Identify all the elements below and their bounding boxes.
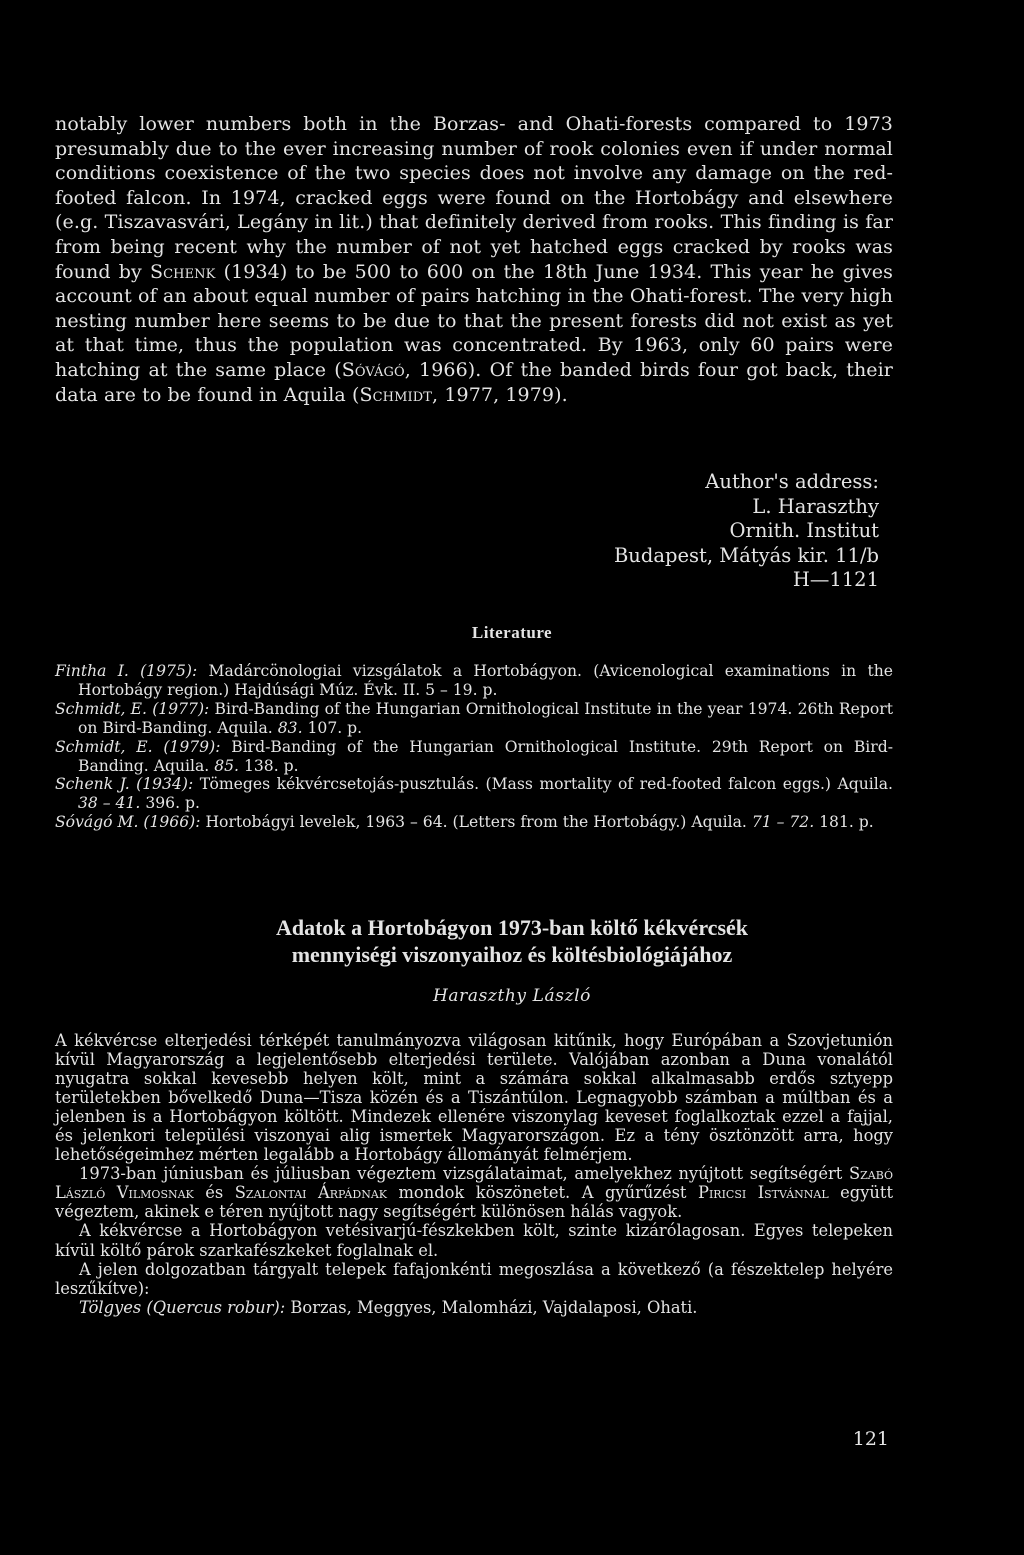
reference-item: Schmidt, E. (1979): Bird-Banding of the Hungarian Ornithological Institute. 29th Report on Bird-Banding. Aquila. 85. 138. p. <box>55 737 893 775</box>
reference-item: Fintha I. (1975): Madárcönologiai vizsgálatok a Hortobágyon. (Avicenological examinations in the Hortobágy region.) Hajdúsági Múz. Évk. II. 5 – 19. p. <box>55 662 894 699</box>
body-paragraph: 1973-ban júniusban és júliusban végeztem vizsgálataimat, amelyekhez nyújtott segítségért Szabó László Vilmosnak és Szalontai Árpádnak mondok köszönetet. A gyűrűzést Piricsi Istvánnal együtt végeztem, akinek e téren nyújtott nagy segítségért különösen hálás vagyok. <box>55 1164 893 1222</box>
hungarian-article-body <box>55 1031 893 1317</box>
literature-heading: Literature <box>471 623 553 642</box>
english-continuation-paragraph <box>55 112 893 407</box>
reference-item: Schmidt, E. (1977): Bird-Banding of the Hungarian Ornithological Institute in the year 1974. 26th Report on Bird-Banding. Aquila. 83. 107. p. <box>55 699 893 737</box>
address-line: Ornith. Institut <box>729 519 879 542</box>
address-line: H—1121 <box>792 568 879 591</box>
page-number: 121 <box>852 1428 889 1450</box>
hungarian-article-author: Haraszthy László <box>432 986 592 1006</box>
intro-paragraph: notably lower numbers both in the Borzas- and Ohati-forests compared to 1973 presumably due to the ever increasing number of rook colonies even if under normal conditions coexistence of the two species does not involve any damage on the red-footed falcon. In 1974, cracked eggs were found on the Hortobágy and elsewhere (e.g. Tiszavasvári, Legány in lit.) that definitely derived from rooks. This finding is far from being recent why the number of not yet hatched eggs cracked by rooks was found by Schenk (1934) to be 500 to 600 on the 18th June 1934. This year he gives account of an about equal number of pairs hatching in the Ohati-forest. The very high nesting number here seems to be due to that the present forests did not exist as yet at that time, thus the population was concentrated. By 1963, only 60 pairs were hatching at the same place (Sóvágó, 1966). Of the banded birds four got back, their data are to be found in Aquila (Schmidt, 1977, 1979). <box>55 113 893 406</box>
author-name-schenk: Schenk <box>149 260 216 283</box>
address-label: Author's address: <box>705 470 879 493</box>
body-paragraph: A jelen dolgozatban tárgyalt telepek fafajonkénti megoszlása a következő (a fészektelep helyére leszűkítve): <box>55 1259 893 1298</box>
hungarian-article-title: Adatok a Hortobágyon 1973-ban költő kékvércsék mennyiségi viszonyaihoz és költésbiológiájához <box>275 915 749 967</box>
reference-list <box>55 662 893 832</box>
author-name-sovago: Sóvágó <box>341 358 405 381</box>
address-line: Budapest, Mátyás kir. 11/b <box>613 543 879 567</box>
author-address <box>614 470 879 593</box>
author-name-schmidt: Schmidt <box>359 383 433 406</box>
body-paragraph: Tölgyes (Quercus robur): Borzas, Meggyes, Malomházi, Vajdalaposi, Ohati. <box>79 1297 698 1317</box>
body-paragraph: A kékvércse a Hortobágyon vetésivarjú-fészkekben költ, szinte kizárólagosan. Egyes telepeken kívül költő párok szarkafészkeket foglalnak el. <box>55 1221 893 1260</box>
reference-item: Sóvágó M. (1966): Hortobágyi levelek, 1963 – 64. (Letters from the Hortobágy.) Aquila. 71 – 72. 181. p. <box>55 813 874 832</box>
reference-item: Schenk J. (1934): Tömeges kékvércsetojás-pusztulás. (Mass mortality of red-footed falcon eggs.) Aquila. 38 – 41. 396. p. <box>55 775 893 813</box>
body-paragraph: A kékvércse elterjedési térképét tanulmányozva világosan kitűnik, hogy Európában a Szovjetunión kívül Magyarország a legjelentősebb elterjedési területe. Valójában azonban a Duna vonalától nyugatra sokkal kevesebb helyen költ, mint a számára sokkal alkalmasabb erdős sztyepp területekben bővelkedő Duna—Tisza közén és a Tiszántúlon. Legnagyobb számban a múltban és a jelenben is a Hortobágyon költött. Mindezek ellenére viszonylag keveset foglalkoztak ezzel a fajjal, és jelenkori települési viszonyai alig ismertek Magyarországon. Ez a tény ösztönzött arra, hogy lehetőségeimhez mérten legalább a Hortobágy állományát felmérjem. <box>55 1031 893 1165</box>
address-line: L. Haraszthy <box>752 494 879 518</box>
